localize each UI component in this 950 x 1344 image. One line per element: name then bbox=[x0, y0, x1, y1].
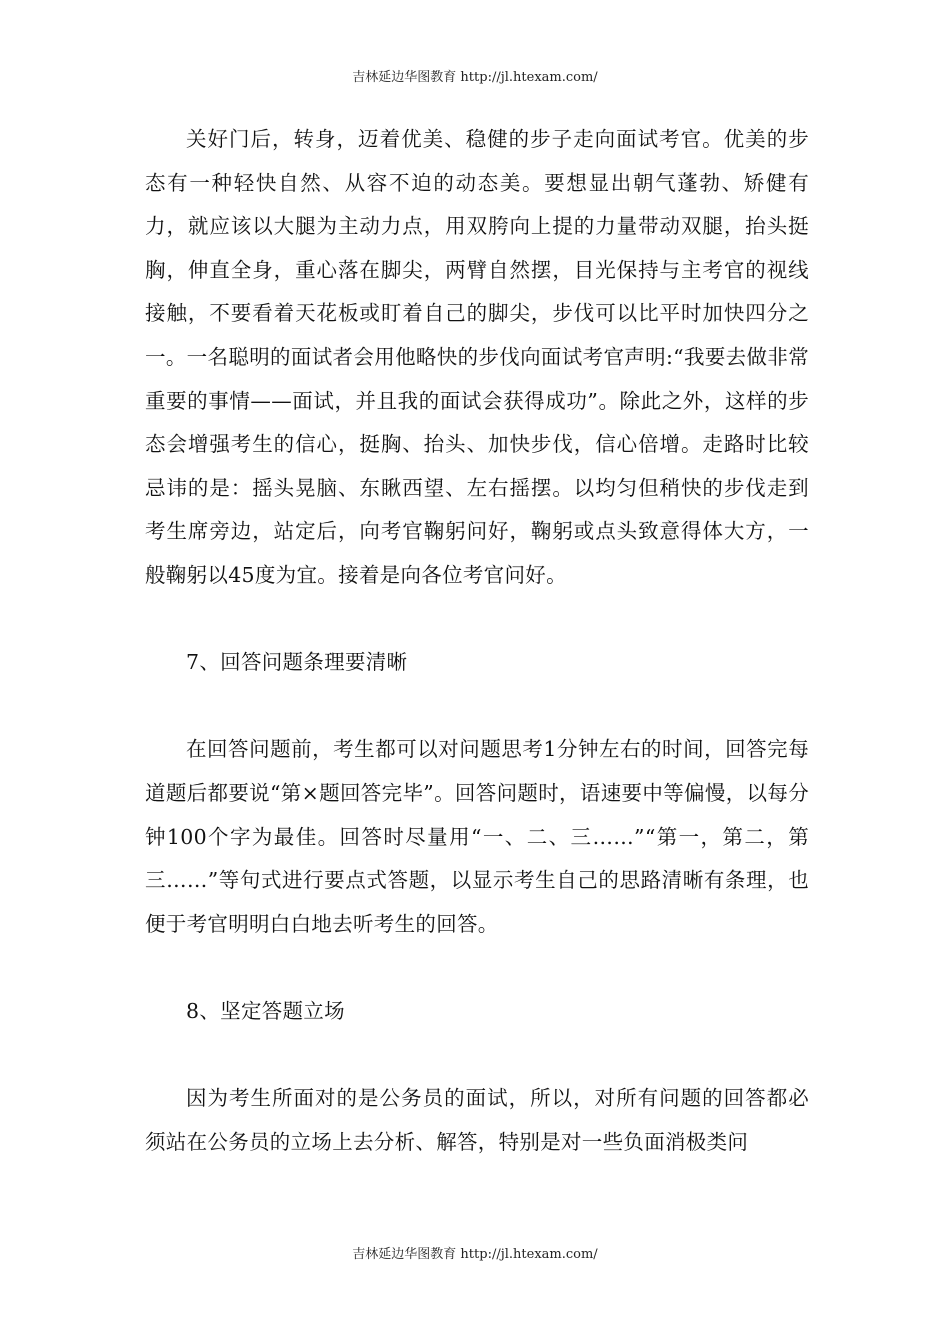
spacer bbox=[145, 1033, 809, 1077]
paragraph-stance: 因为考生所面对的是公务员的面试，所以，对所有问题的回答都必须站在公务员的立场上去分析、解答，特别是对一些负面消极类问 bbox=[145, 1086, 809, 1154]
paragraph-walking: 关好门后，转身，迈着优美、稳健的步子走向面试考官。优美的步态有一种轻快自然、从容不迫的动态美。要想显出朝气蓬勃、矫健有力，就应该以大腿为主动力点，用双胯向上提的力量带动双腿，抬头挺胸，伸直全身，重心落在脚尖，两臂自然摆，目光保持与主考官的视线接触，不要看着天花板或盯着自己的脚尖，步伐可以比平时加快四分之一。一名聪明的面试者会用他略快的步伐向面试考官声明:“我要去做非常重要的事情——面试，并且我的面试会获得成功”。除此之外，这样的步态会增强考生的信心，挺胸、抬头、加快步伐，信心倍增。走路时比较忌讳的是：摇头晃脑、东瞅西望、左右摇摆。以均匀但稍快的步伐走到考生席旁边，站定后，向考官鞠躬问好，鞠躬或点头致意得体大方，一般鞠躬以45度为宜。接着是向各位考官问好。 bbox=[145, 127, 809, 587]
spacer bbox=[145, 598, 809, 642]
spacer bbox=[145, 685, 809, 729]
paragraph-answering: 在回答问题前，考生都可以对问题思考1分钟左右的时间，回答完每道题后都要说“第×题回答完毕”。回答问题时，语速要中等偏慢，以每分钟100个字为最佳。回答时尽量用“一、二、三……”“第一，第二，第三……”等句式进行要点式答题，以显示考生自己的思路清晰有条理，也便于考官明明白白地去听考生的回答。 bbox=[145, 737, 809, 936]
spacer bbox=[145, 946, 809, 990]
page-header: 吉林延边华图教育 http://jl.htexam.com/ bbox=[352, 70, 598, 85]
section-heading-8: 8、坚定答题立场 bbox=[186, 998, 345, 1023]
section-heading-7: 7、回答问题条理要清晰 bbox=[186, 650, 408, 675]
document-body bbox=[145, 118, 809, 1164]
page-footer: 吉林延边华图教育 http://jl.htexam.com/ bbox=[352, 1247, 598, 1262]
